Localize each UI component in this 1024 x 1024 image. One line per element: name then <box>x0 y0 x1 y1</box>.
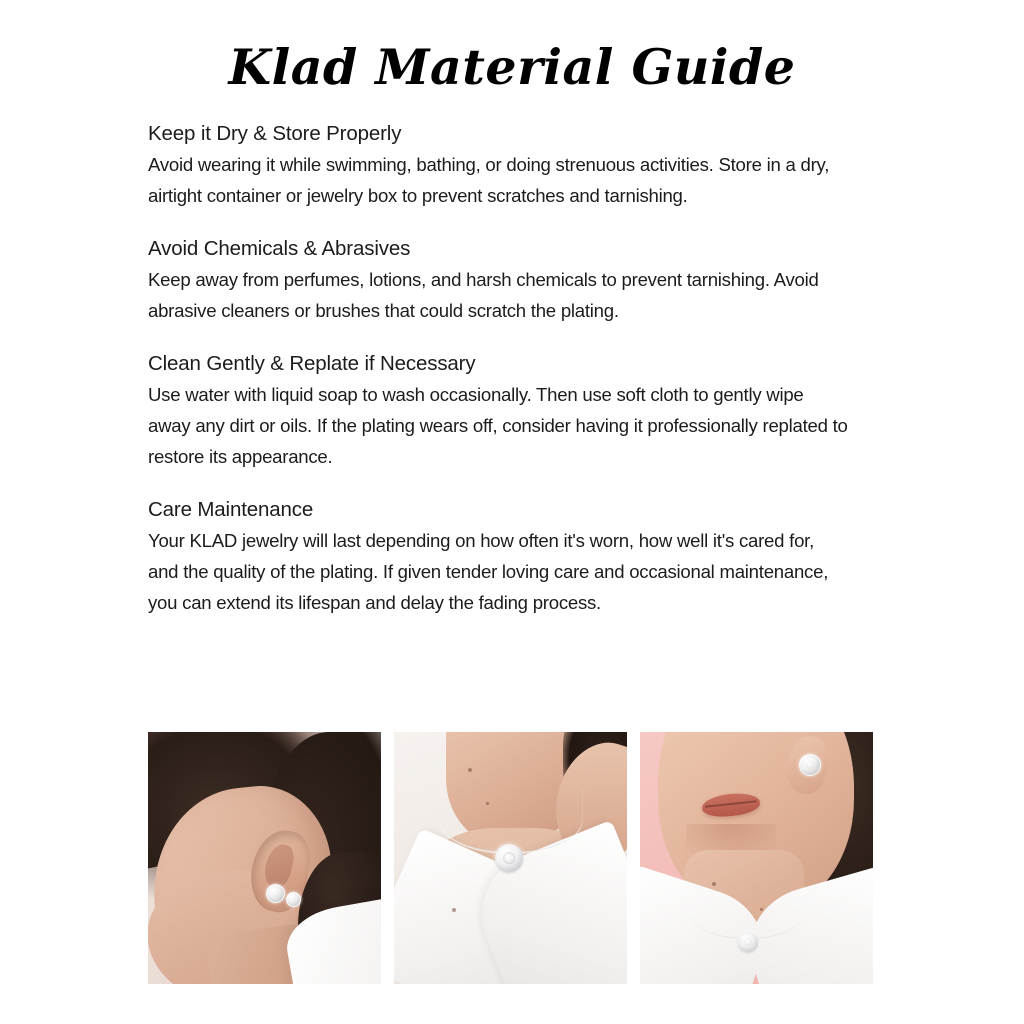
gallery <box>148 732 873 984</box>
section-keep-it-dry <box>148 122 878 211</box>
page-title: Klad Material Guide <box>228 38 796 96</box>
model-pink-background-earring-necklace <box>640 732 873 984</box>
stud-earring-small <box>286 892 301 907</box>
model-ear-stud-earrings <box>148 732 381 984</box>
section-body: Keep away from perfumes, lotions, and harsh chemicals to prevent tarnishing. Avoid abrasive cleaners or brushes that could scratch the plating. <box>148 269 819 322</box>
section-care-maintenance <box>148 498 878 618</box>
model-neck-pendant-necklace <box>394 732 627 984</box>
skin-mark <box>760 908 763 911</box>
stud-earring-large <box>799 754 821 776</box>
section-heading: Keep it Dry & Store Properly <box>148 122 402 145</box>
section-heading: Care Maintenance <box>148 498 314 522</box>
stud-earring-large <box>266 884 285 903</box>
section-heading: Clean Gently & Replate if Necessary <box>148 352 476 376</box>
pendant-charm <box>738 932 758 952</box>
pendant-charm <box>495 844 523 872</box>
section-avoid-chemicals <box>148 237 878 326</box>
section-clean-gently <box>148 352 878 472</box>
section-body: Avoid wearing it while swimming, bathing, or doing strenuous activities. Store in a dry, airtight container or jewelry box to prevent scratches and tarnishing. <box>148 154 830 207</box>
section-heading: Avoid Chemicals & Abrasives <box>148 237 411 261</box>
guide-sections <box>0 122 1024 618</box>
skin-mark <box>712 882 716 886</box>
section-body: Your KLAD jewelry will last depending on how often it's worn, how well it's cared for, and the quality of the plating. If given tender loving care and occasional maintenance, you can extend its lifespan and delay the fading process. <box>148 530 829 614</box>
skin-mark <box>486 802 489 805</box>
section-body: Use water with liquid soap to wash occasionally. Then use soft cloth to gently wipe away any dirt or oils. If the plating wears off, consider having it professionally replated to restore its appearance. <box>148 384 848 468</box>
skin-mark <box>468 768 472 772</box>
skin-mark <box>452 908 456 912</box>
